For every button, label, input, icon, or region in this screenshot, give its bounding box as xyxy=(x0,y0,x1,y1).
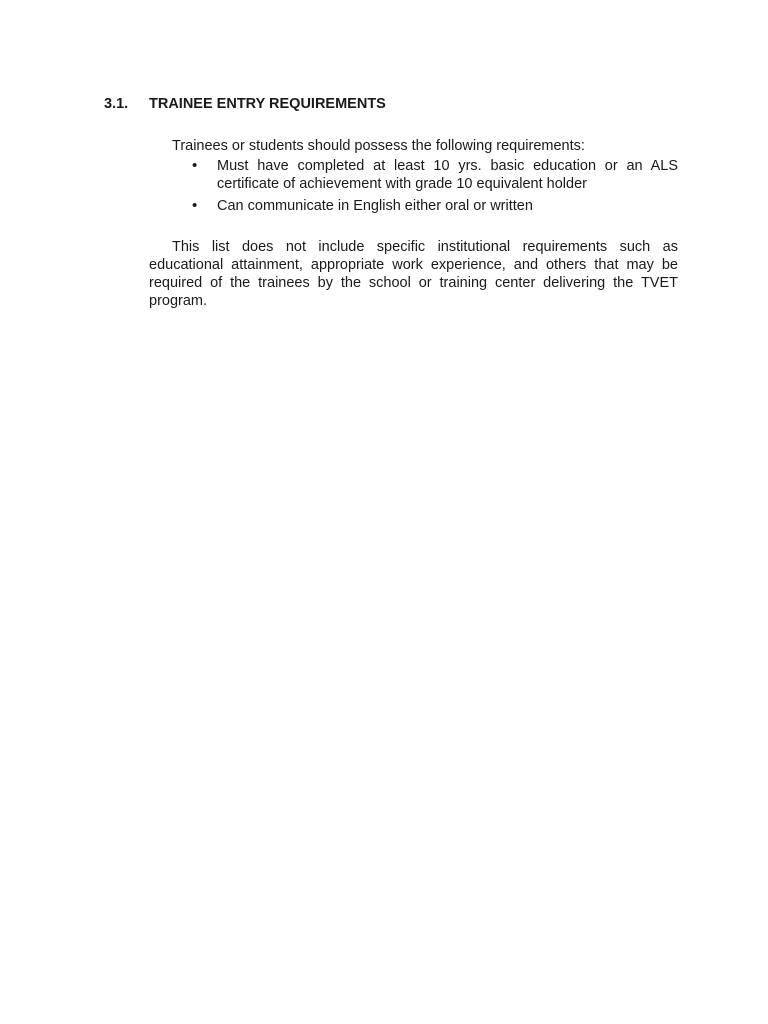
requirement-text: Can communicate in English either oral or written xyxy=(217,198,533,214)
section-heading xyxy=(104,96,386,112)
body-paragraph: This list does not include specific institutional requirements such as educational attainment, appropriate work experience, and others that may be required of the trainees by the school or training center delivering the TVET program. xyxy=(149,239,678,309)
list-item xyxy=(149,197,678,215)
section-number: 3.1. xyxy=(104,96,129,112)
section-title: TRAINEE ENTRY REQUIREMENTS xyxy=(149,96,386,112)
bullet-icon: • xyxy=(192,157,198,174)
list-item xyxy=(149,157,678,193)
intro-text: Trainees or students should possess the following requirements: xyxy=(172,138,585,154)
requirement-text: Must have completed at least 10 yrs. basic education or an ALS certificate of achievement with grade 10 equivalent holder xyxy=(217,158,678,192)
bullet-icon: • xyxy=(192,197,198,214)
requirements-list xyxy=(149,157,678,219)
